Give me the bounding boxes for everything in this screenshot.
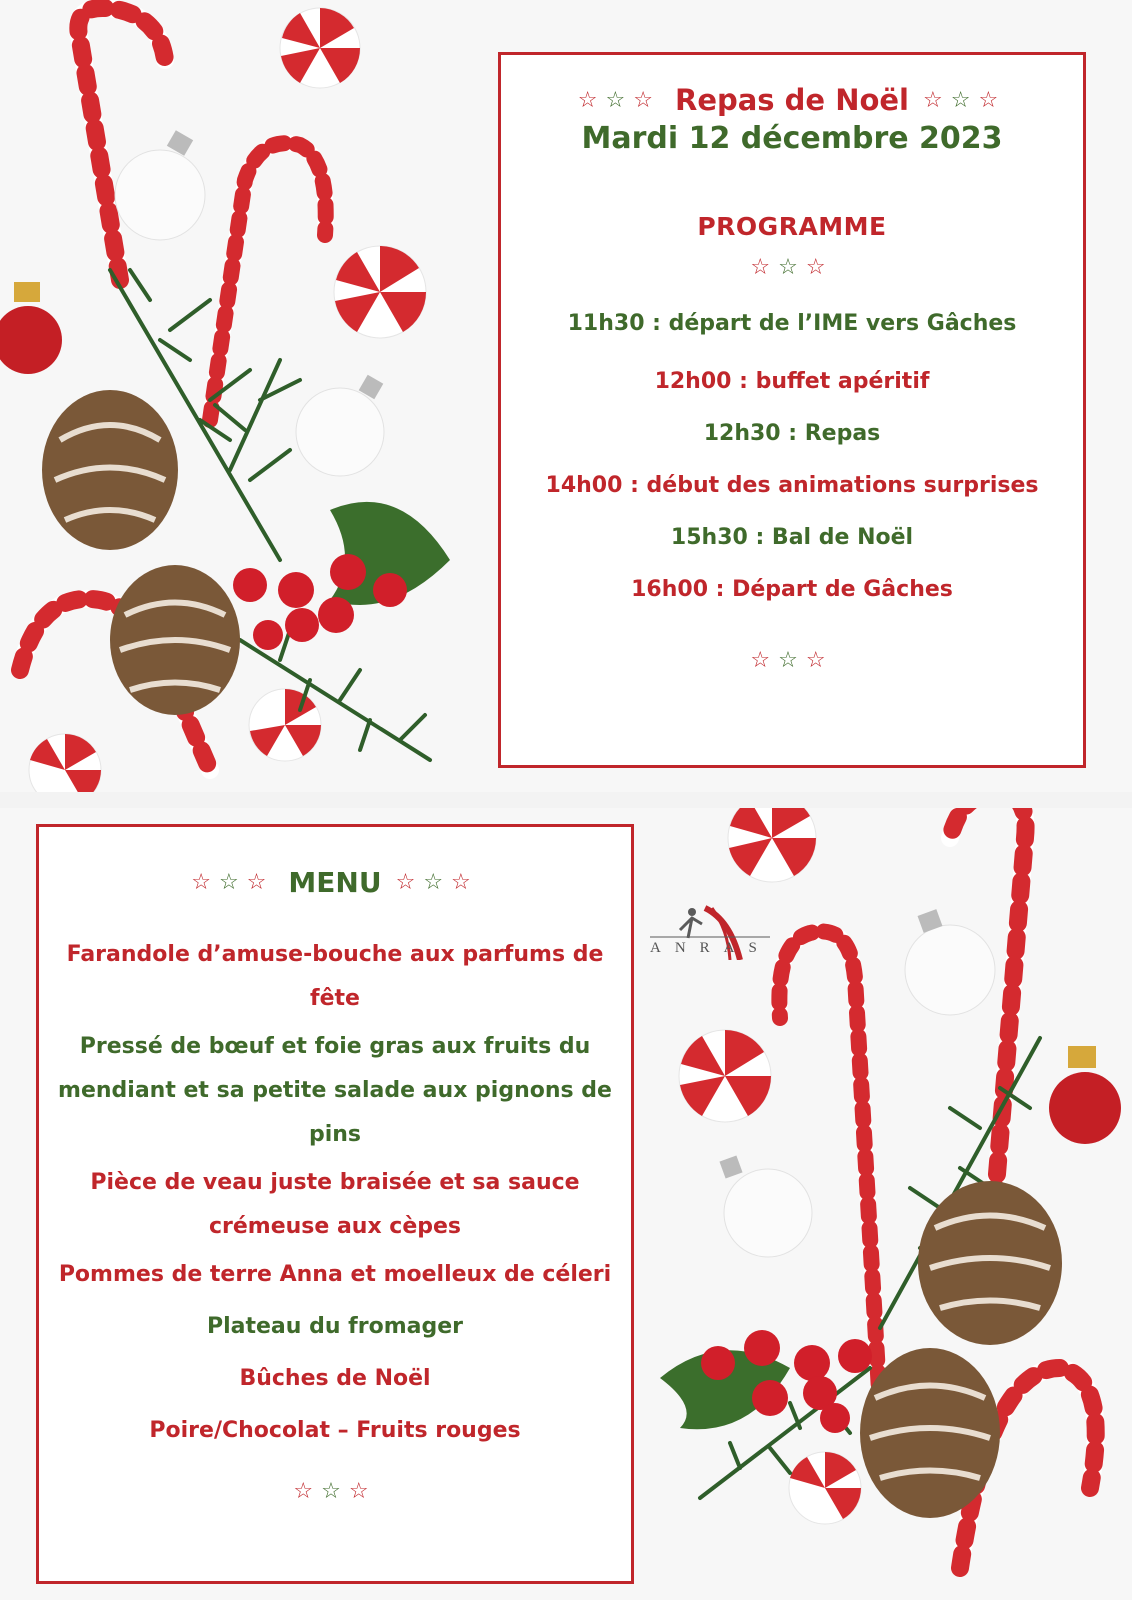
schedule-item: 14h00 : début des animations surprises	[545, 473, 1039, 498]
event-title-line	[501, 83, 1083, 117]
event-date: Mardi 12 décembre 2023	[581, 121, 1003, 156]
menu-list	[39, 933, 631, 1453]
star-icon: ☆☆☆	[923, 88, 1007, 113]
menu-item: Pièce de veau juste braisée et sa sauce crémeuse aux cèpes	[90, 1170, 580, 1239]
star-icon: ☆☆☆	[293, 1479, 377, 1504]
schedule-item: 12h00 : buffet apéritif	[654, 369, 930, 394]
schedule-item: 16h00 : Départ de Gâches	[631, 577, 953, 602]
menu-panel	[0, 808, 1132, 1600]
star-icon: ☆☆☆	[750, 255, 834, 280]
schedule-item: 11h30 : départ de l’IME vers Gâches	[567, 311, 1017, 336]
menu-item: Plateau du fromager	[206, 1314, 463, 1339]
menu-item: Bûches de Noël	[239, 1366, 431, 1391]
star-icon: ☆☆☆	[395, 870, 479, 895]
anras-logo	[650, 900, 770, 960]
menu-item: Pressé de bœuf et foie gras aux fruits du mendiant et sa petite salade aux pignons de pins	[58, 1034, 612, 1147]
menu-item: Pommes de terre Anna et moelleux de céleri	[58, 1262, 612, 1287]
logo-text: ANRAS	[650, 940, 771, 956]
menu-heading: MENU	[288, 866, 382, 899]
program-panel	[0, 0, 1132, 792]
menu-card	[36, 824, 634, 1584]
menu-item: Farandole d’amuse-bouche aux parfums de fête	[66, 942, 604, 1011]
star-icon: ☆☆☆	[750, 648, 834, 673]
event-title: Repas de Noël	[674, 83, 909, 117]
pine-cone-icon	[860, 1181, 1062, 1518]
schedule-item: 15h30 : Bal de Noël	[670, 525, 914, 550]
menu-item: Poire/Chocolat – Fruits rouges	[149, 1418, 521, 1443]
program-heading: PROGRAMME	[697, 212, 887, 241]
program-card	[498, 52, 1086, 768]
star-icon: ☆☆☆	[577, 88, 661, 113]
star-icon: ☆☆☆	[191, 870, 275, 895]
schedule-list	[501, 310, 1083, 604]
schedule-item: 12h30 : Repas	[703, 421, 881, 446]
menu-title-line	[39, 865, 631, 899]
